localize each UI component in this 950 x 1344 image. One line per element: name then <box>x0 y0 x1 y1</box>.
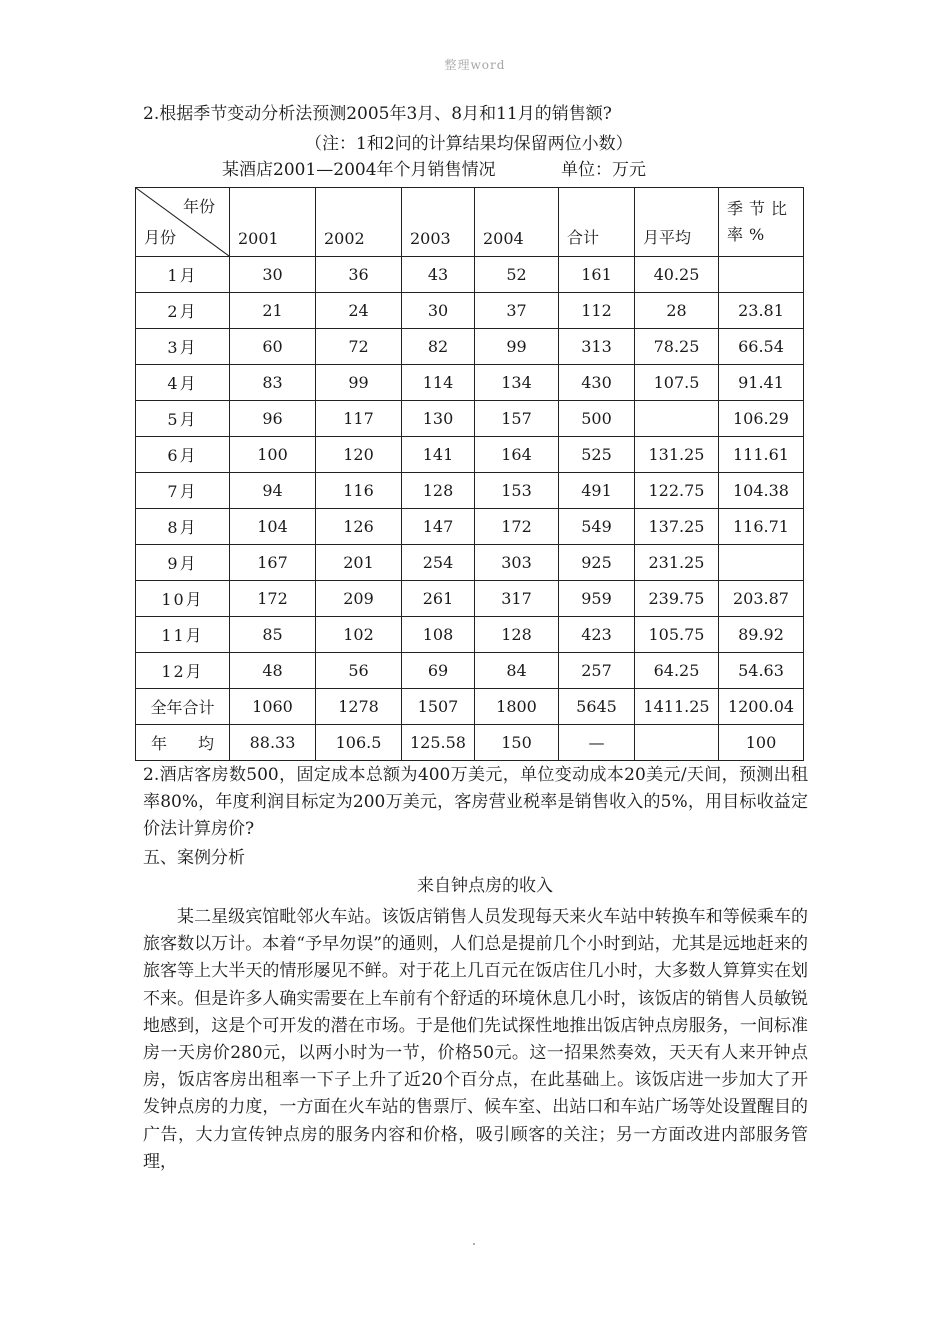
table-cell: 36 <box>316 257 402 293</box>
table-cell: 137.25 <box>635 509 719 545</box>
table-cell: 500 <box>559 401 635 437</box>
table-cell: 30 <box>402 293 475 329</box>
row-label: 全年合计 <box>136 689 230 725</box>
table-cell: 130 <box>402 401 475 437</box>
table-cell: 78.25 <box>635 329 719 365</box>
average-row <box>136 725 804 761</box>
table-cell: 134 <box>475 365 559 401</box>
table-cell: 48 <box>230 653 316 689</box>
table-cell: 83 <box>230 365 316 401</box>
table-cell <box>635 401 719 437</box>
table-cell: 117 <box>316 401 402 437</box>
table-cell: 111.61 <box>719 437 804 473</box>
table-row <box>136 437 804 473</box>
table-cell: 88.33 <box>230 725 316 761</box>
row-label: 2月 <box>136 293 230 329</box>
ratio-header-line2: 率% <box>727 225 771 244</box>
table-row <box>136 545 804 581</box>
col-header-monthly-avg: 月平均 <box>635 188 719 257</box>
table-cell: 549 <box>559 509 635 545</box>
table-cell: 82 <box>402 329 475 365</box>
table-cell: 147 <box>402 509 475 545</box>
table-cell: 69 <box>402 653 475 689</box>
table-cell: 313 <box>559 329 635 365</box>
section-heading: 五、案例分析 <box>143 848 245 868</box>
table-cell: 164 <box>475 437 559 473</box>
table-cell: 1411.25 <box>635 689 719 725</box>
row-label: 7月 <box>136 473 230 509</box>
question-1: 2.根据季节变动分析法预测2005年3月、8月和11月的销售额? <box>143 104 612 124</box>
table-row <box>136 257 804 293</box>
table-cell <box>719 257 804 293</box>
table-row <box>136 617 804 653</box>
table-row <box>136 401 804 437</box>
calculation-note: （注：1和2问的计算结果均保留两位小数） <box>305 134 633 154</box>
row-label: 年 均 <box>136 725 230 761</box>
table-cell: 60 <box>230 329 316 365</box>
table-cell: 30 <box>230 257 316 293</box>
row-label: 1月 <box>136 257 230 293</box>
table-cell: 525 <box>559 437 635 473</box>
col-header-2003: 2003 <box>402 188 475 257</box>
table-cell: 303 <box>475 545 559 581</box>
table-cell: 116.71 <box>719 509 804 545</box>
monthly-sales-table <box>135 187 804 761</box>
table-cell: 1060 <box>230 689 316 725</box>
row-label: 5月 <box>136 401 230 437</box>
table-cell: 99 <box>475 329 559 365</box>
table-cell: 28 <box>635 293 719 329</box>
table-cell: 24 <box>316 293 402 329</box>
table-cell: 126 <box>316 509 402 545</box>
table-cell: 1507 <box>402 689 475 725</box>
col-header-total: 合计 <box>559 188 635 257</box>
table-cell: 114 <box>402 365 475 401</box>
table-cell: 925 <box>559 545 635 581</box>
table-cell: 21 <box>230 293 316 329</box>
table-row <box>136 653 804 689</box>
question-2: 2.酒店客房数500，固定成本总额为400万美元，单位变动成本20美元/天间，预测出租率80%，年度利润目标定为200万美元，客房营业税率是销售收入的5%，用目标收益定价法计算房价? <box>143 765 808 839</box>
table-cell: 66.54 <box>719 329 804 365</box>
row-label: 9月 <box>136 545 230 581</box>
corner-month-label: 月份 <box>144 228 177 247</box>
table-row <box>136 329 804 365</box>
table-cell: 959 <box>559 581 635 617</box>
table-cell: 72 <box>316 329 402 365</box>
table-cell: 108 <box>402 617 475 653</box>
table-caption-title: 某酒店2001—2004年个月销售情况 <box>222 160 496 180</box>
table-row <box>136 509 804 545</box>
table-cell: 64.25 <box>635 653 719 689</box>
row-label: 6月 <box>136 437 230 473</box>
table-cell: 239.75 <box>635 581 719 617</box>
corner-header-cell <box>136 188 230 257</box>
row-label: 11月 <box>136 617 230 653</box>
table-cell: 167 <box>230 545 316 581</box>
table-cell: 122.75 <box>635 473 719 509</box>
table-cell <box>635 725 719 761</box>
table-cell: 172 <box>230 581 316 617</box>
table-row <box>136 473 804 509</box>
table-row <box>136 581 804 617</box>
table-cell: 131.25 <box>635 437 719 473</box>
table-cell: — <box>559 725 635 761</box>
corner-year-label: 年份 <box>182 197 215 216</box>
table-header-row <box>136 188 804 257</box>
row-label: 3月 <box>136 329 230 365</box>
table-row <box>136 293 804 329</box>
table-cell: 54.63 <box>719 653 804 689</box>
row-label: 4月 <box>136 365 230 401</box>
table-body <box>136 257 804 761</box>
table-row <box>136 365 804 401</box>
table-cell: 43 <box>402 257 475 293</box>
table-cell: 430 <box>559 365 635 401</box>
table-caption-unit: 单位：万元 <box>561 160 646 180</box>
table-cell: 201 <box>316 545 402 581</box>
table-cell: 161 <box>559 257 635 293</box>
table-cell: 317 <box>475 581 559 617</box>
ratio-header-line1: 季节比 <box>727 199 794 218</box>
table-cell: 105.75 <box>635 617 719 653</box>
table-cell: 106.5 <box>316 725 402 761</box>
case-paragraph: 某二星级宾馆毗邻火车站。该饭店销售人员发现每天来火车站中转换车和等候乘车的旅客数以万计。本着“予早勿误”的通则，人们总是提前几个小时到站，尤其是远地赶来的旅客等上大半天的情形屡见不鲜。对于花上几百元在饭店住几小时，大多数人算算实在划不来。但是许多人确实需要在上车前有个舒适的环境休息几小时，该饭店的销售人员敏锐地感到，这是个可开发的潜在市场。于是他们先试探性地推出饭店钟点房服务，一间标准房一天房价280元，以两小时为一节，价格50元。这一招果然奏效，天天有人来开钟点房，饭店客房出租率一下子上升了近20个百分点，在此基础上。该饭店进一步加大了开发钟点房的力度，一方面在火车站的售票厅、候车室、出站口和车站广场等处设置醒目的广告，大力宣传钟点房的服务内容和价格，吸引顾客的关注；另一方面改进内部服务管理， <box>143 907 808 1172</box>
table-cell: 209 <box>316 581 402 617</box>
col-header-2001: 2001 <box>230 188 316 257</box>
row-label: 12月 <box>136 653 230 689</box>
table-cell: 23.81 <box>719 293 804 329</box>
table-cell: 89.92 <box>719 617 804 653</box>
table-cell: 1800 <box>475 689 559 725</box>
page-dot <box>473 1243 475 1245</box>
page-header: 整理word <box>444 58 506 72</box>
table-cell: 128 <box>402 473 475 509</box>
row-label: 8月 <box>136 509 230 545</box>
table-cell: 5645 <box>559 689 635 725</box>
table-cell: 96 <box>230 401 316 437</box>
table-cell: 84 <box>475 653 559 689</box>
table-cell: 172 <box>475 509 559 545</box>
col-header-2004: 2004 <box>475 188 559 257</box>
table-cell: 99 <box>316 365 402 401</box>
table-cell: 91.41 <box>719 365 804 401</box>
table-cell: 203.87 <box>719 581 804 617</box>
table-cell: 261 <box>402 581 475 617</box>
case-title: 来自钟点房的收入 <box>417 876 553 896</box>
table-cell: 141 <box>402 437 475 473</box>
table-cell: 423 <box>559 617 635 653</box>
col-header-seasonal-ratio <box>719 188 804 257</box>
table-cell: 1200.04 <box>719 689 804 725</box>
table-cell: 150 <box>475 725 559 761</box>
table-cell: 116 <box>316 473 402 509</box>
col-header-2002: 2002 <box>316 188 402 257</box>
table-cell: 37 <box>475 293 559 329</box>
table-cell: 107.5 <box>635 365 719 401</box>
table-cell: 56 <box>316 653 402 689</box>
table-cell: 231.25 <box>635 545 719 581</box>
table-cell: 257 <box>559 653 635 689</box>
table-cell: 153 <box>475 473 559 509</box>
table-cell: 52 <box>475 257 559 293</box>
table-cell: 102 <box>316 617 402 653</box>
table-cell: 1278 <box>316 689 402 725</box>
table-cell: 491 <box>559 473 635 509</box>
table-cell: 100 <box>230 437 316 473</box>
table-cell: 106.29 <box>719 401 804 437</box>
table-cell: 40.25 <box>635 257 719 293</box>
table-cell: 120 <box>316 437 402 473</box>
table-cell: 254 <box>402 545 475 581</box>
table-cell: 157 <box>475 401 559 437</box>
table-cell: 104 <box>230 509 316 545</box>
table-cell: 128 <box>475 617 559 653</box>
table-cell: 112 <box>559 293 635 329</box>
table-cell <box>719 545 804 581</box>
table-cell: 94 <box>230 473 316 509</box>
table-cell: 104.38 <box>719 473 804 509</box>
total-row <box>136 689 804 725</box>
table-cell: 85 <box>230 617 316 653</box>
row-label: 10月 <box>136 581 230 617</box>
table-cell: 125.58 <box>402 725 475 761</box>
table-cell: 100 <box>719 725 804 761</box>
